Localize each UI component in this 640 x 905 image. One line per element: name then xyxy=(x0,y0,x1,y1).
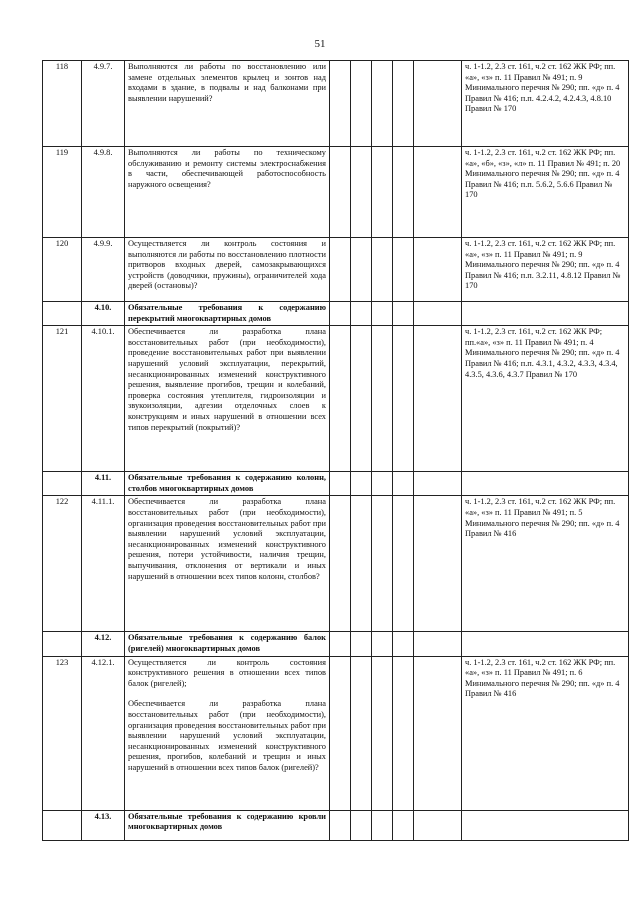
section-number: 4.12. xyxy=(82,632,125,656)
section-row xyxy=(43,632,629,656)
answer-cell xyxy=(393,326,414,472)
answer-cell xyxy=(330,496,351,632)
answer-cell xyxy=(351,147,372,238)
answer-cell xyxy=(393,238,414,302)
answer-cell xyxy=(330,147,351,238)
answer-cell xyxy=(330,302,351,326)
section-number: 4.11.1. xyxy=(82,496,125,632)
section-number: 4.13. xyxy=(82,810,125,840)
section-number: 4.10. xyxy=(82,302,125,326)
legal-references: ч. 1-1.2, 2.3 ст. 161, ч.2 ст. 162 ЖК РФ; пп.«а», «з» п. 11 Правил № 491; п. 4 Минимального перечня № 290; пп. «д» п. 4 Правил № 416; п.п. 4.3.1, 4.3.2, 4.3.3, 4.3.4, 4.3.5, 4.3.6, 4.3.7 Правил № 170 xyxy=(462,326,629,472)
answer-cell xyxy=(393,302,414,326)
answer-cell xyxy=(414,496,462,632)
answer-cell xyxy=(414,472,462,496)
answer-cell xyxy=(372,496,393,632)
answer-cell xyxy=(351,302,372,326)
section-number: 4.11. xyxy=(82,472,125,496)
legal-references: ч. 1-1.2, 2.3 ст. 161, ч.2 ст. 162 ЖК РФ; пп. «а», «з» п. 11 Правил № 491; п. 9 Минимального перечня № 290; пп. «д» п. 4 Правил № 416; п.п. 3.2.11, 4.8.12 Правил № 170 xyxy=(462,238,629,302)
answer-cell xyxy=(351,632,372,656)
legal-references: ч. 1-1.2, 2.3 ст. 161, ч.2 ст. 162 ЖК РФ; пп. «а», «б», «з», «л» п. 11 Правил № 491; п. 20 Минимального перечня № 290; пп. «д» п. 4 Правил № 416; п.п. 5.6.2, 5.6.6 Правил № 170 xyxy=(462,147,629,238)
answer-cell xyxy=(393,147,414,238)
answer-cell xyxy=(330,61,351,147)
answer-cell xyxy=(372,810,393,840)
legal-references: ч. 1-1.2, 2.3 ст. 161, ч.2 ст. 162 ЖК РФ; пп. «а», «з» п. 11 Правил № 491; п. 5 Минимального перечня № 290; пп. «д» п. 4 Правил № 416 xyxy=(462,496,629,632)
section-number: 4.9.7. xyxy=(82,61,125,147)
answer-cell xyxy=(414,632,462,656)
answer-cell xyxy=(393,496,414,632)
answer-cell xyxy=(372,302,393,326)
answer-cell xyxy=(351,238,372,302)
row-number: 118 xyxy=(43,61,82,147)
row-number: 123 xyxy=(43,656,82,810)
question-paragraph: Обеспечивается ли разработка плана восстановительных работ (при необходимости), организация проведения восстановительных работ при выявлении нарушений условий эксплуатации, несанкционированных изменений конструктивного решения, прогибов, колебаний и трещин и иных нарушений в отношении всех типов балок (ригелей)? xyxy=(128,699,326,772)
row-number xyxy=(43,472,82,496)
section-number: 4.9.9. xyxy=(82,238,125,302)
answer-cell xyxy=(372,472,393,496)
legal-references xyxy=(462,302,629,326)
answer-cell xyxy=(393,632,414,656)
section-row xyxy=(43,810,629,840)
requirement-question xyxy=(125,61,330,147)
answer-cell xyxy=(351,61,372,147)
row-number: 119 xyxy=(43,147,82,238)
row-number xyxy=(43,632,82,656)
table-row xyxy=(43,326,629,472)
answer-cell xyxy=(414,61,462,147)
answer-cell xyxy=(372,632,393,656)
row-number: 121 xyxy=(43,326,82,472)
requirement-question xyxy=(125,496,330,632)
legal-references xyxy=(462,472,629,496)
answer-cell xyxy=(393,656,414,810)
row-number: 122 xyxy=(43,496,82,632)
section-number: 4.10.1. xyxy=(82,326,125,472)
section-row xyxy=(43,472,629,496)
answer-cell xyxy=(351,810,372,840)
section-row xyxy=(43,302,629,326)
answer-cell xyxy=(414,302,462,326)
question-paragraph: Обязательные требования к содержанию кровли многоквартирных домов xyxy=(128,811,326,832)
requirement-question xyxy=(125,238,330,302)
question-paragraph: Выполняются ли работы по восстановлению или замене отдельных элементов крылец и зонтов над входами в здание, в подвалы и над балконами при выявлении нарушений? xyxy=(128,62,326,103)
answer-cell xyxy=(351,472,372,496)
section-number: 4.9.8. xyxy=(82,147,125,238)
answer-cell xyxy=(351,656,372,810)
answer-cell xyxy=(330,656,351,810)
question-paragraph: Осуществляется ли контроль состояния конструктивного решения в отношении всех типов балок (ригелей); xyxy=(128,657,326,688)
answer-cell xyxy=(372,656,393,810)
legal-references xyxy=(462,810,629,840)
legal-references: ч. 1-1.2, 2.3 ст. 161, ч.2 ст. 162 ЖК РФ; пп. «а», «з» п. 11 Правил № 491; п. 9 Минимального перечня № 290; пп. «д» п. 4 Правил № 416; п.п. 4.2.4.2, 4.2.4.3, 4.8.10 Правил № 170 xyxy=(462,61,629,147)
answer-cell xyxy=(393,472,414,496)
answer-cell xyxy=(330,472,351,496)
requirement-question xyxy=(125,147,330,238)
answer-cell xyxy=(330,326,351,472)
row-number xyxy=(43,810,82,840)
answer-cell xyxy=(351,496,372,632)
section-title xyxy=(125,302,330,326)
table-body xyxy=(43,61,629,841)
question-paragraph: Осуществляется ли контроль состояния и выполняются ли работы по восстановлению плотности притворов входных дверей, самозакрывающихся устройств (доводчики, пружины), ограничителей хода дверей (остановы)? xyxy=(128,239,326,291)
answer-cell xyxy=(393,810,414,840)
table-row xyxy=(43,496,629,632)
question-paragraph: Обеспечивается ли разработка плана восстановительных работ (при необходимости), организация проведения восстановительных работ при выявлении нарушений условий эксплуатации, несанкционированных изменений конструктивного решения, потери устойчивости, наличия трещин, выпучивания, отклонения от вертикали и иных нарушений в отношении всех типов колонн, столбов? xyxy=(128,497,326,581)
legal-references xyxy=(462,632,629,656)
table-row xyxy=(43,147,629,238)
answer-cell xyxy=(414,147,462,238)
question-paragraph: Выполняются ли работы по техническому обслуживанию и ремонту системы электроснабжения в части, обеспечивающей работоспособность наружного освещения? xyxy=(128,148,326,189)
row-number xyxy=(43,302,82,326)
answer-cell xyxy=(372,326,393,472)
answer-cell xyxy=(414,656,462,810)
answer-cell xyxy=(414,238,462,302)
section-title xyxy=(125,472,330,496)
answer-cell xyxy=(330,238,351,302)
answer-cell xyxy=(414,326,462,472)
answer-cell xyxy=(330,632,351,656)
section-title xyxy=(125,810,330,840)
table-row xyxy=(43,656,629,810)
answer-cell xyxy=(372,238,393,302)
answer-cell xyxy=(393,61,414,147)
section-number: 4.12.1. xyxy=(82,656,125,810)
question-paragraph: Обязательные требования к содержанию балок (ригелей) многоквартирных домов xyxy=(128,633,326,653)
answer-cell xyxy=(351,326,372,472)
requirements-table xyxy=(42,60,629,841)
page-number: 51 xyxy=(314,38,326,50)
legal-references: ч. 1-1.2, 2.3 ст. 161, ч.2 ст. 162 ЖК РФ; пп. «а», «з» п. 11 Правил № 491; п. 6 Минимального перечня № 290; пп. «д» п. 4 Правил № 416 xyxy=(462,656,629,810)
requirement-question xyxy=(125,326,330,472)
table-row xyxy=(43,61,629,147)
answer-cell xyxy=(372,147,393,238)
answer-cell xyxy=(414,810,462,840)
answer-cell xyxy=(330,810,351,840)
question-paragraph: Обязательные требования к содержанию перекрытий многоквартирных домов xyxy=(128,303,326,323)
answer-cell xyxy=(372,61,393,147)
table-row xyxy=(43,238,629,302)
section-title xyxy=(125,632,330,656)
question-paragraph: Обеспечивается ли разработка плана восстановительных работ (при необходимости), проведение восстановительных работ при выявлении нарушений условий эксплуатации, перекрытий, несанкционированных изменений конструктивного решения, выявление прогибов, трещин и колебаний, проверка состояния утеплителя, гидроизоляции и звукоизоляции, адгезии отделочных слоев к конструкциям и иных нарушений в отношении всех типов перекрытий (покрытий)? xyxy=(128,327,326,432)
question-paragraph: Обязательные требования к содержанию колонн, столбов многоквартирных домов xyxy=(128,473,326,493)
row-number: 120 xyxy=(43,238,82,302)
requirement-question xyxy=(125,656,330,810)
